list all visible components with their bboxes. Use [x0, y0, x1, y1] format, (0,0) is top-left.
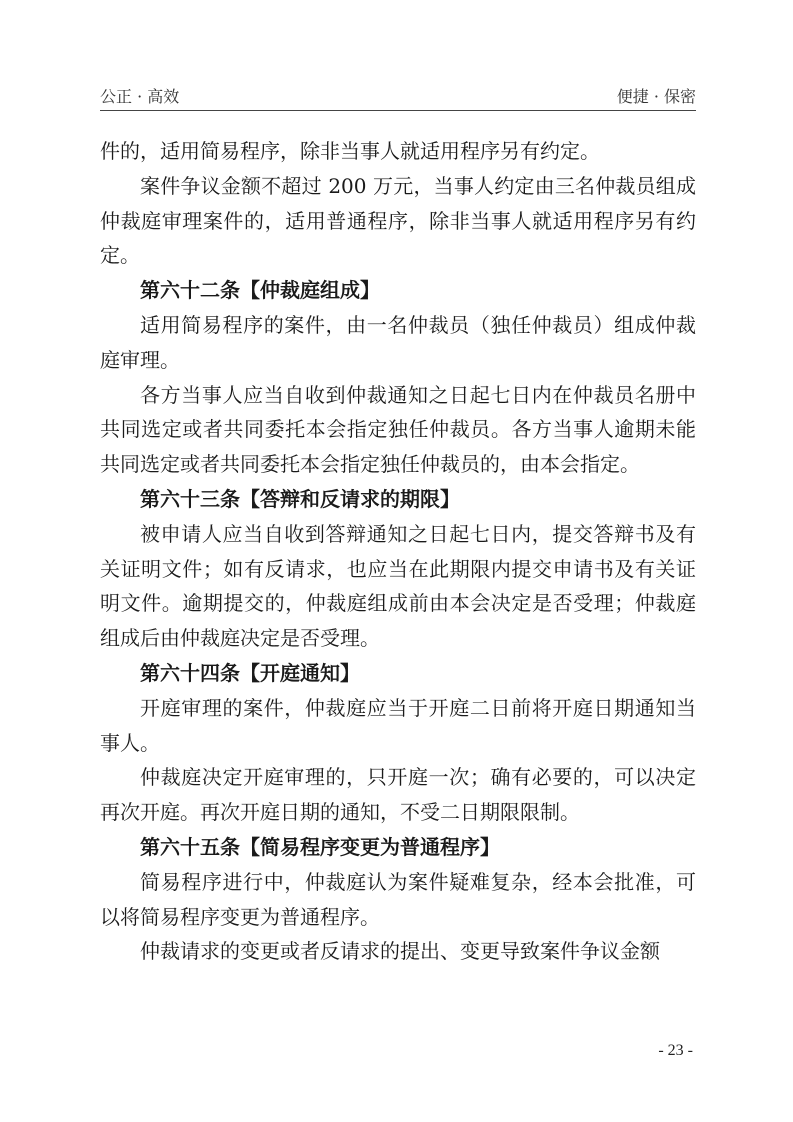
page-number: - 23 - — [658, 1042, 693, 1059]
article-heading-62: 第六十二条【仲裁庭组成】 — [140, 278, 380, 303]
paragraph: 仲裁庭决定开庭审理的，只开庭一次；确有必要的，可以决定再次开庭。再次开庭日期的通知，不受二日期限限制。 — [100, 765, 696, 825]
header-right-text: 便捷 · 保密 — [616, 87, 696, 106]
paragraph: 开庭审理的案件，仲裁庭应当于开庭二日前将开庭日期通知当事人。 — [100, 695, 696, 755]
paragraph-continuation: 件的，适用简易程序，除非当事人就适用程序另有约定。 — [100, 139, 600, 163]
document-body — [100, 134, 696, 969]
article-heading-64: 第六十四条【开庭通知】 — [140, 660, 360, 685]
paragraph: 案件争议金额不超过 200 万元，当事人约定由三名仲裁员组成仲裁庭审理案件的，适用普通程序，除非当事人就适用程序另有约定。 — [100, 173, 696, 268]
article-heading-65: 第六十五条【简易程序变更为普通程序】 — [140, 834, 500, 859]
paragraph: 简易程序进行中，仲裁庭认为案件疑难复杂，经本会批准，可以将简易程序变更为普通程序。 — [100, 869, 696, 929]
page-header — [100, 80, 696, 111]
paragraph: 被申请人应当自收到答辩通知之日起七日内，提交答辩书及有关证明文件；如有反请求，也应当在此期限内提交申请书及有关证明文件。逾期提交的，仲裁庭组成前由本会决定是否受理；仲裁庭组成后由仲裁庭决定是否受理。 — [100, 521, 696, 651]
paragraph: 各方当事人应当自收到仲裁通知之日起七日内在仲裁员名册中共同选定或者共同委托本会指定独任仲裁员。各方当事人逾期未能共同选定或者共同委托本会指定独任仲裁员的，由本会指定。 — [100, 382, 696, 477]
paragraph: 适用简易程序的案件，由一名仲裁员（独任仲裁员）组成仲裁庭审理。 — [100, 312, 696, 372]
article-heading-63: 第六十三条【答辩和反请求的期限】 — [140, 486, 460, 511]
header-left-text: 公正 · 高效 — [100, 87, 180, 106]
paragraph: 仲裁请求的变更或者反请求的提出、变更导致案件争议金额 — [140, 939, 660, 964]
